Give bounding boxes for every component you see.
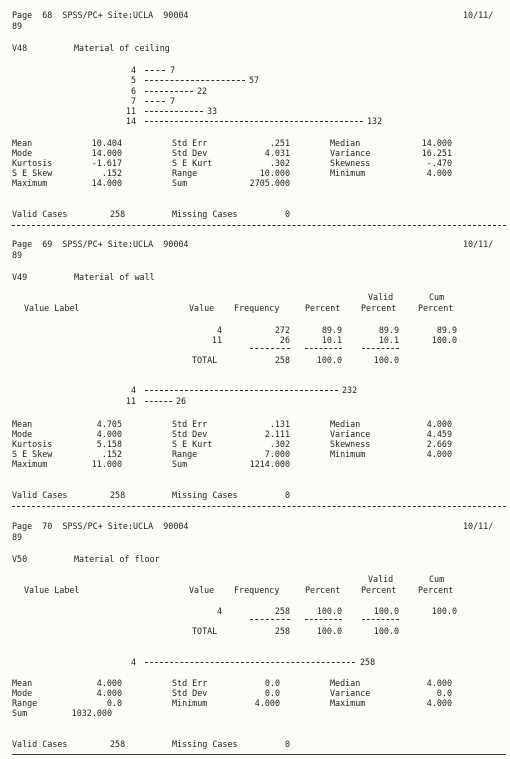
page-year: 89: [12, 250, 23, 260]
histogram-count: 132: [367, 116, 383, 126]
stat-label: Std Dev: [172, 688, 208, 698]
stat-label: Std Dev: [172, 429, 208, 439]
total-frequency: 258: [274, 355, 290, 365]
missing-cases-label: Missing Cases: [172, 209, 238, 219]
total-rule: [250, 619, 290, 620]
page-header: Page 69 SPSS/PC+ Site:UCLA 90004: [12, 239, 189, 249]
valid-cases-value: 258: [110, 490, 126, 500]
column-header-value: Value: [189, 303, 215, 313]
stat-label: Maximum: [330, 698, 366, 708]
total-rule: [305, 348, 342, 349]
stat-value: .251: [269, 138, 290, 148]
missing-cases-value: 0: [285, 490, 291, 500]
stat-label: S E Kurt: [172, 158, 213, 168]
histogram-value: 11: [125, 396, 136, 406]
stat-value: 0.0: [436, 688, 452, 698]
row-frequency: 272: [274, 325, 290, 335]
variable-name: V50: [12, 554, 28, 564]
valid-cases-label: Valid Cases: [12, 209, 68, 219]
total-rule: [305, 619, 342, 620]
stat-label: Sum: [172, 459, 188, 469]
column-header-valid: Valid: [368, 292, 394, 302]
variable-label: Material of ceiling: [74, 43, 170, 53]
page-year: 89: [12, 21, 23, 31]
stat-value: 4.000: [96, 688, 122, 698]
row-percent: 89.9: [321, 325, 342, 335]
stat-label: Mean: [12, 138, 33, 148]
total-rule: [250, 348, 290, 349]
stat-value: 11.000: [91, 459, 122, 469]
stat-value: 10.404: [91, 138, 122, 148]
stat-value: 4.031: [264, 148, 290, 158]
histogram-count: 7: [170, 65, 176, 75]
page-divider: [12, 225, 506, 226]
column-header-valid-percent: Percent: [361, 303, 397, 313]
total-percent: 100.0: [316, 355, 342, 365]
stat-value: 16.251: [421, 148, 452, 158]
histogram-bar: [145, 390, 338, 391]
column-header-frequency: Frequency: [234, 585, 280, 595]
row-valid-percent: 100.0: [373, 606, 399, 616]
missing-cases-label: Missing Cases: [172, 490, 238, 500]
stat-label: Kurtosis: [12, 439, 53, 449]
variable-name: V49: [12, 272, 28, 282]
stat-label: Median: [330, 419, 361, 429]
stat-label: S E Kurt: [172, 439, 213, 449]
histogram-value: 6: [130, 86, 136, 96]
stat-value: 4.000: [426, 698, 452, 708]
stat-label: Skewness: [330, 439, 371, 449]
row-percent: 10.1: [321, 335, 342, 345]
histogram-count: 26: [176, 396, 187, 406]
column-header-cum-percent: Percent: [418, 303, 454, 313]
column-header-value-label: Value Label: [24, 303, 80, 313]
total-percent: 100.0: [316, 626, 342, 636]
stat-label: Sum: [172, 178, 188, 188]
total-label: TOTAL: [192, 355, 218, 365]
stat-value: 0.0: [264, 688, 280, 698]
histogram-bar: [145, 121, 363, 122]
stat-value: 4.000: [96, 678, 122, 688]
stat-value: .302: [269, 158, 290, 168]
histogram-count: 33: [207, 106, 218, 116]
histogram-value: 4: [130, 385, 136, 395]
stat-value: .302: [269, 439, 290, 449]
stat-label: Std Err: [172, 678, 208, 688]
stat-value: 1032.000: [71, 708, 112, 718]
stat-value: .152: [101, 168, 122, 178]
histogram-count: 7: [170, 96, 176, 106]
column-header-value-label: Value Label: [24, 585, 80, 595]
stat-value: 4.000: [426, 678, 452, 688]
row-value: 4: [216, 325, 222, 335]
histogram-value: 4: [130, 657, 136, 667]
stat-label: Mode: [12, 148, 33, 158]
histogram-bar: [145, 101, 165, 102]
stat-value: .152: [101, 449, 122, 459]
stat-label: Range: [172, 449, 198, 459]
stat-value: 4.000: [426, 419, 452, 429]
column-header-cum: Cum: [429, 574, 445, 584]
row-percent: 100.0: [316, 606, 342, 616]
stat-value: 4.000: [426, 449, 452, 459]
stat-value: -1.617: [91, 158, 122, 168]
valid-cases-value: 258: [110, 209, 126, 219]
variable-label: Material of wall: [74, 272, 155, 282]
page-date: 10/11/: [463, 10, 494, 20]
histogram-count: 258: [360, 657, 376, 667]
page-header: Page 70 SPSS/PC+ Site:UCLA 90004: [12, 521, 189, 531]
valid-cases-label: Valid Cases: [12, 739, 68, 749]
histogram-bar: [145, 70, 165, 71]
missing-cases-label: Missing Cases: [172, 739, 238, 749]
stat-label: Std Err: [172, 138, 208, 148]
histogram-bar: [145, 91, 193, 92]
stat-label: Variance: [330, 148, 371, 158]
histogram-bar: [145, 662, 355, 663]
row-valid-percent: 10.1: [378, 335, 399, 345]
stat-label: Median: [330, 678, 361, 688]
total-valid-percent: 100.0: [373, 355, 399, 365]
histogram-bar: [145, 80, 245, 81]
stat-value: 0.0: [264, 678, 280, 688]
histogram-bar: [145, 401, 172, 402]
stat-value: 4.459: [426, 429, 452, 439]
column-header-percent: Percent: [305, 303, 341, 313]
stat-label: Minimum: [172, 698, 208, 708]
page-year: 89: [12, 532, 23, 542]
histogram-value: 14: [125, 116, 136, 126]
stat-label: Minimum: [330, 449, 366, 459]
histogram-value: 4: [130, 65, 136, 75]
histogram-bar: [145, 111, 203, 112]
stat-value: 2.669: [426, 439, 452, 449]
page-date: 10/11/: [463, 239, 494, 249]
row-valid-percent: 89.9: [378, 325, 399, 335]
stat-label: Std Dev: [172, 148, 208, 158]
column-header-percent: Percent: [305, 585, 341, 595]
total-frequency: 258: [274, 626, 290, 636]
column-header-valid: Valid: [368, 574, 394, 584]
histogram-count: 57: [249, 75, 260, 85]
histogram-count: 232: [342, 385, 358, 395]
stat-label: Mode: [12, 429, 33, 439]
stat-label: S E Skew: [12, 449, 53, 459]
column-header-cum: Cum: [429, 292, 445, 302]
stat-value: 2.111: [264, 429, 290, 439]
row-frequency: 26: [279, 335, 290, 345]
stat-label: Variance: [330, 688, 371, 698]
total-label: TOTAL: [192, 626, 218, 636]
stat-label: S E Skew: [12, 168, 53, 178]
row-cum-percent: 100.0: [431, 335, 457, 345]
histogram-value: 7: [130, 96, 136, 106]
stat-label: Mean: [12, 419, 33, 429]
total-rule: [362, 619, 399, 620]
stat-value: 7.000: [264, 449, 290, 459]
stat-label: Maximum: [12, 459, 48, 469]
stat-label: Range: [12, 698, 38, 708]
stat-label: Skewness: [330, 158, 371, 168]
stat-value: 1214.000: [249, 459, 290, 469]
stat-value: 4.000: [96, 429, 122, 439]
page-divider: [12, 506, 506, 507]
stat-value: 2705.000: [249, 178, 290, 188]
stat-value: 4.000: [254, 698, 280, 708]
missing-cases-value: 0: [285, 209, 291, 219]
column-header-cum-percent: Percent: [418, 585, 454, 595]
stat-label: Maximum: [12, 178, 48, 188]
row-value: 4: [216, 606, 222, 616]
missing-cases-value: 0: [285, 739, 291, 749]
stat-value: 14.000: [91, 178, 122, 188]
page-header: Page 68 SPSS/PC+ Site:UCLA 90004: [12, 10, 189, 20]
page-date: 10/11/: [463, 521, 494, 531]
stat-value: 10.000: [259, 168, 290, 178]
histogram-count: 22: [197, 86, 208, 96]
stat-value: 4.705: [96, 419, 122, 429]
stat-value: 4.000: [426, 168, 452, 178]
histogram-value: 5: [130, 75, 136, 85]
stat-label: Kurtosis: [12, 158, 53, 168]
row-cum-percent: 89.9: [436, 325, 457, 335]
stat-label: Sum: [12, 708, 28, 718]
total-rule: [362, 348, 399, 349]
stat-value: 14.000: [91, 148, 122, 158]
variable-label: Material of floor: [74, 554, 160, 564]
histogram-value: 11: [125, 106, 136, 116]
stat-label: Range: [172, 168, 198, 178]
valid-cases-label: Valid Cases: [12, 490, 68, 500]
column-header-frequency: Frequency: [234, 303, 280, 313]
column-header-value: Value: [189, 585, 215, 595]
stat-value: 0.0: [106, 698, 122, 708]
row-cum-percent: 100.0: [431, 606, 457, 616]
row-frequency: 258: [274, 606, 290, 616]
stat-label: Mean: [12, 678, 33, 688]
variable-name: V48: [12, 43, 28, 53]
stat-value: .131: [269, 419, 290, 429]
column-header-valid-percent: Percent: [361, 585, 397, 595]
stat-value: 5.158: [96, 439, 122, 449]
page-divider: [12, 754, 506, 755]
row-value: 11: [211, 335, 222, 345]
stat-label: Mode: [12, 688, 33, 698]
stat-label: Std Err: [172, 419, 208, 429]
stat-label: Median: [330, 138, 361, 148]
stat-label: Minimum: [330, 168, 366, 178]
total-valid-percent: 100.0: [373, 626, 399, 636]
stat-value: -.470: [426, 158, 452, 168]
valid-cases-value: 258: [110, 739, 126, 749]
stat-value: 14.000: [421, 138, 452, 148]
stat-label: Variance: [330, 429, 371, 439]
